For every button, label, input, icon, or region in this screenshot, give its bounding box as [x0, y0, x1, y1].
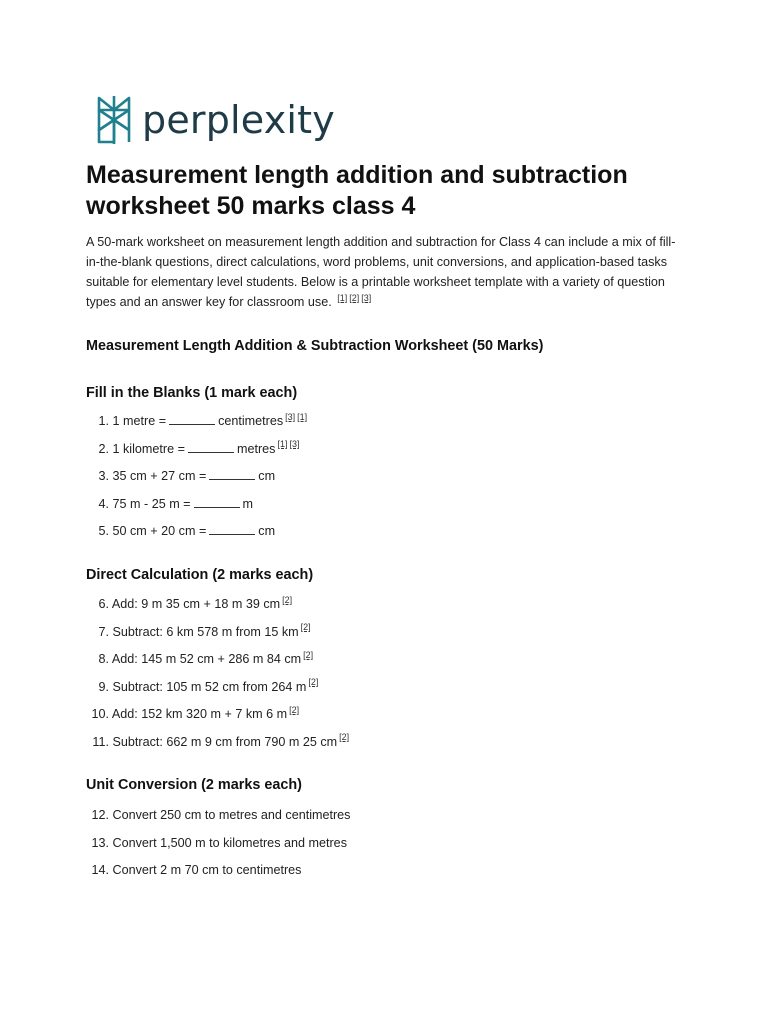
list-item [86, 594, 686, 625]
item-number: 3. [98, 469, 109, 483]
list-item [86, 411, 686, 442]
list-item [86, 649, 686, 680]
list-item [86, 704, 686, 735]
item-text: metres [236, 441, 276, 456]
item-text: Convert 1,500 m to kilometres and metres [112, 835, 347, 850]
item-text: 1 kilometre = [112, 441, 185, 456]
perplexity-logo [94, 94, 335, 146]
list-item [86, 863, 686, 891]
item-text: cm [258, 524, 276, 538]
citation-link[interactable]: [1] [297, 411, 308, 422]
intro-paragraph [86, 232, 686, 312]
item-number: 9. [98, 679, 109, 694]
citation-link[interactable]: [3] [285, 411, 296, 422]
item-text: 35 cm + 27 cm = [112, 469, 207, 483]
direct-calculation-list [86, 594, 686, 762]
answer-blank [169, 415, 215, 425]
item-number: 8. [98, 652, 109, 666]
answer-blank [188, 443, 234, 453]
answer-blank [194, 498, 240, 508]
unit-conversion-list [86, 808, 686, 891]
fill-blanks-list [86, 411, 686, 552]
list-item [86, 439, 686, 470]
item-text: 75 m - 25 m = [112, 496, 191, 511]
citation-link[interactable]: [1] [337, 292, 348, 303]
citation-link[interactable]: [2] [308, 677, 319, 688]
list-item [86, 677, 686, 708]
item-text: 1 metre = [112, 414, 167, 428]
item-number: 6. [98, 597, 109, 611]
citation-link[interactable]: [1] [277, 439, 288, 450]
answer-blank [209, 470, 255, 480]
citation-link[interactable]: [2] [339, 732, 350, 743]
citation-link[interactable]: [2] [349, 292, 360, 303]
list-item [86, 469, 686, 497]
page-title: Measurement length addition and subtraction worksheet 50 marks class 4 [86, 161, 628, 220]
item-text: Add: 145 m 52 cm + 286 m 84 cm [111, 652, 302, 666]
intro-text: A 50-mark worksheet on measurement length addition and subtraction for Class 4 can include a mix of fill-in-the-blank questions, direct calculations, word problems, unit conversions, and application-based tasks suitable for elementary level students. Below is a printable worksheet template with a variety of question types and an answer key for classroom use. [86, 235, 676, 309]
list-item [86, 524, 686, 552]
list-item [86, 808, 686, 836]
item-text: cm [258, 469, 276, 483]
item-text: Convert 2 m 70 cm to centimetres [112, 863, 302, 877]
item-number: 14. [91, 863, 109, 877]
perplexity-logo-icon [94, 94, 134, 146]
item-number: 7. [98, 624, 109, 639]
item-number: 11. [92, 734, 109, 749]
citation-link[interactable]: [3] [361, 292, 372, 303]
answer-blank [209, 525, 255, 535]
list-item [86, 836, 686, 864]
item-number: 5. [98, 524, 109, 538]
item-number: 4. [98, 496, 109, 511]
item-text: 50 cm + 20 cm = [112, 524, 207, 538]
citation-link[interactable]: [2] [303, 649, 314, 660]
item-text: m [242, 496, 254, 511]
item-text: Subtract: 6 km 578 m from 15 km [112, 624, 299, 639]
citation-link[interactable]: [2] [300, 622, 311, 633]
item-text: Subtract: 105 m 52 cm from 264 m [112, 679, 307, 694]
citation-link[interactable]: [2] [289, 704, 300, 715]
section-heading-fill-blanks: Fill in the Blanks (1 mark each) [86, 385, 298, 401]
item-text: Subtract: 662 m 9 cm from 790 m 25 cm [112, 734, 338, 749]
list-item [86, 732, 686, 763]
worksheet-heading: Measurement Length Addition & Subtraction Worksheet (50 Marks) [86, 338, 544, 354]
brand-name: perplexity [142, 98, 335, 142]
list-item [86, 622, 686, 653]
list-item [86, 497, 686, 525]
section-heading-direct-calculation: Direct Calculation (2 marks each) [86, 567, 314, 583]
item-text: centimetres [218, 414, 284, 428]
item-number: 12. [91, 808, 109, 822]
item-number: 2. [98, 441, 109, 456]
item-number: 1. [98, 414, 109, 428]
item-text: Add: 152 km 320 m + 7 km 6 m [111, 707, 288, 721]
citation-link[interactable]: [2] [282, 594, 293, 605]
section-heading-unit-conversion: Unit Conversion (2 marks each) [86, 777, 302, 793]
item-text: Add: 9 m 35 cm + 18 m 39 cm [111, 597, 281, 611]
item-text: Convert 250 cm to metres and centimetres [112, 808, 351, 822]
item-number: 13. [91, 835, 109, 850]
item-number: 10. [91, 707, 109, 721]
citation-link[interactable]: [3] [289, 439, 300, 450]
